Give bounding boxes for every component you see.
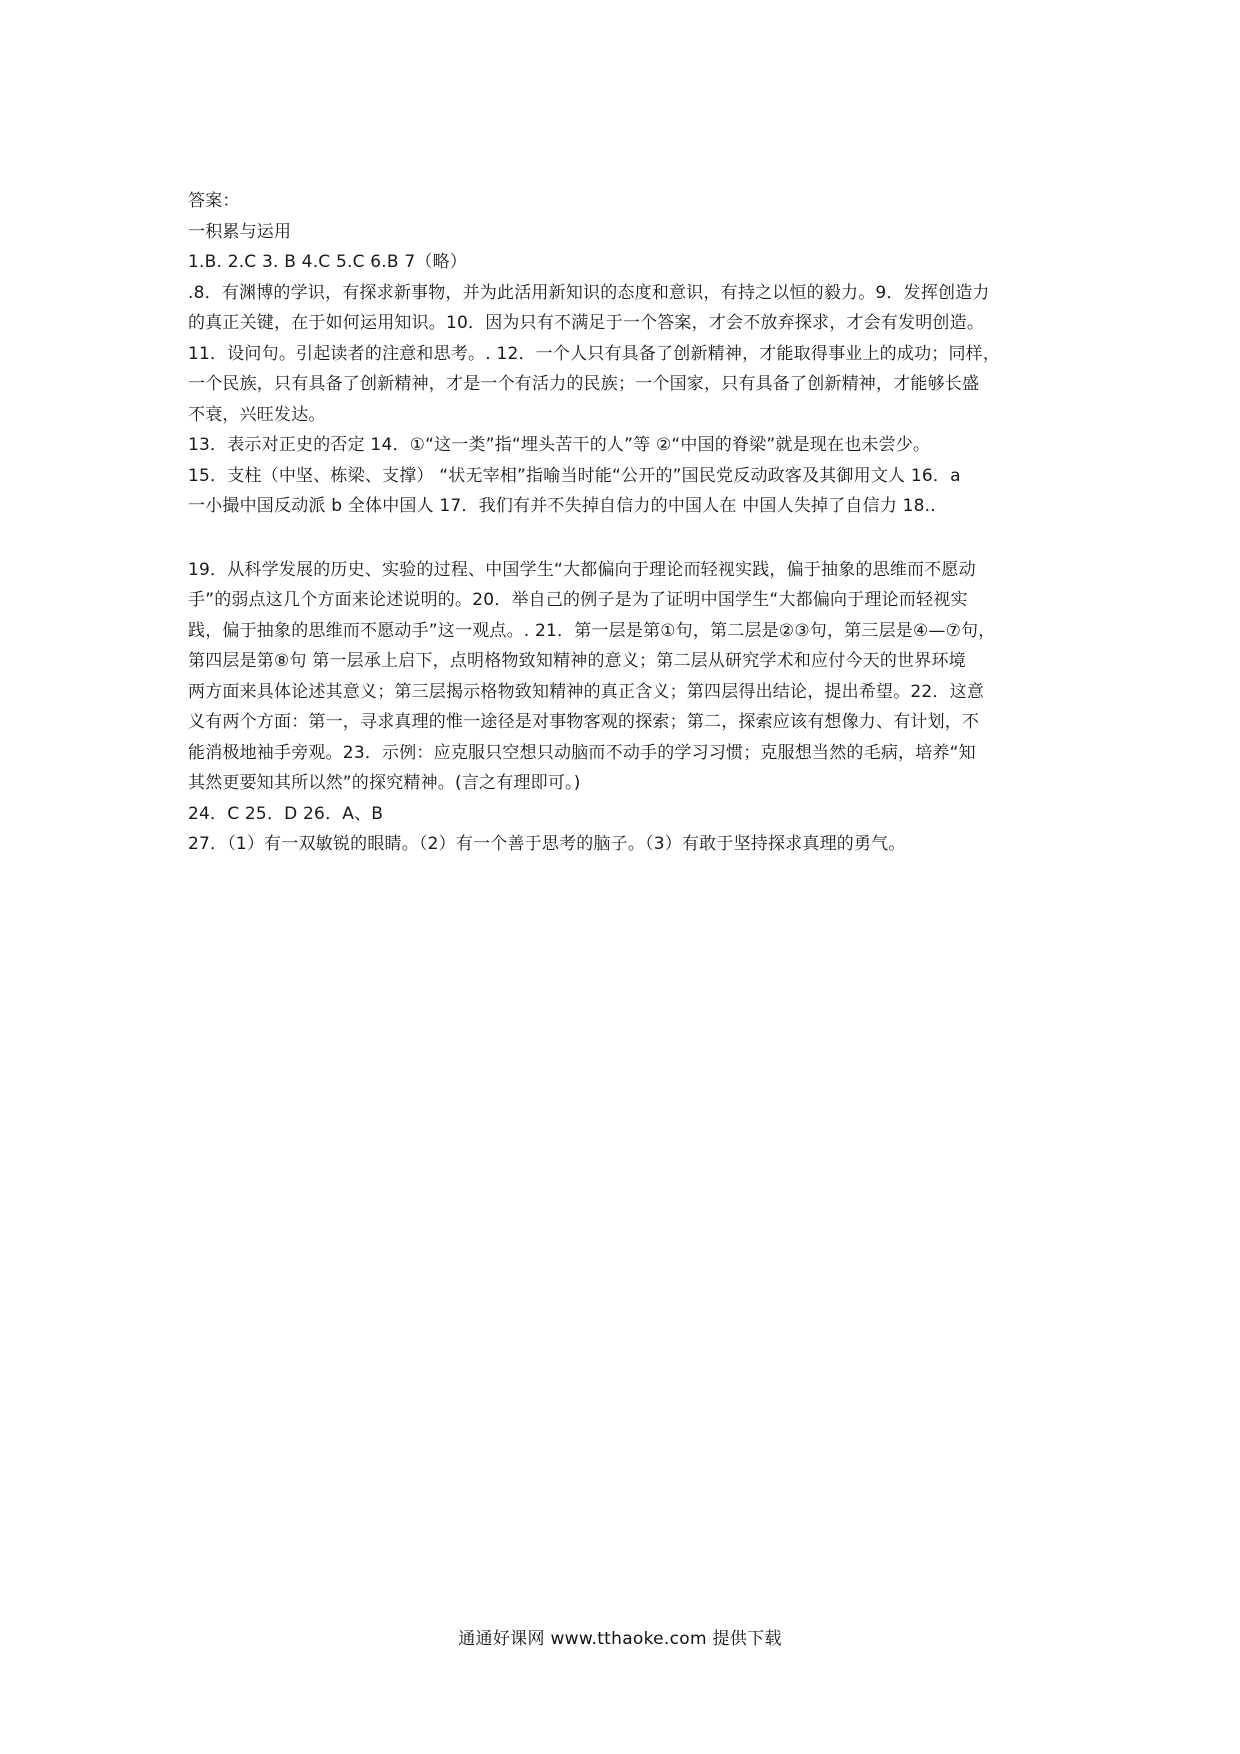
text-line: 一小撮中国反动派 b 全体中国人 17．我们有并不失掉自信力的中国人在 中国人失掉了自信力 18.. [188, 496, 936, 516]
section-heading: 一积累与运用 [188, 221, 292, 242]
text-line: 践，偏于抽象的思维而不愿动手”这一观点。. 21．第一层是第①句，第二层是②③句，第三层是④—⑦句， [188, 620, 996, 641]
text-line: 一个民族，只有具备了创新精神，才是一个有活力的民族；一个国家，只有具备了创新精神，才能够长盛 [188, 374, 980, 394]
text-line: 其然更要知其所以然”的探究精神。(言之有理即可。) [188, 773, 581, 793]
answer-heading: 答案： [188, 191, 240, 211]
text-line: 能消极地袖手旁观。23．示例：应克服只空想只动脑而不动手的学习习惯；克服想当然的毛病，培养“知 [188, 742, 976, 763]
text-line: 11．设问句。引起读者的注意和思考。. 12．一个人只有具备了创新精神，才能取得事业上的成功；同样， [188, 343, 1001, 364]
text-line: 19．从科学发展的历史、实验的过程、中国学生“大都偏向于理论而轻视实践，偏于抽象的思维而不愿动 [188, 559, 976, 580]
text-line: .8．有渊博的学识，有探求新事物，并为此活用新知识的态度和意识，有持之以恒的毅力。9．发挥创造力 [188, 282, 990, 303]
text-line: 的真正关键，在于如何运用知识。10．因为只有不满足于一个答案，才会不放弃探求，才会有发明创造。 [188, 313, 985, 333]
text-line: 24．C 25．D 26．A、B [188, 803, 384, 824]
blank-line [188, 522, 1058, 555]
text-line: 手”的弱点这几个方面来论述说明的。20．举自己的例子是为了证明中国学生“大都偏向于理论而轻视实 [188, 590, 968, 610]
text-line: 第四层是第⑧句 第一层承上启下，点明格物致知精神的意义；第二层从研究学术和应付今天的世界环境 [188, 651, 966, 671]
page-footer: 通通好课网 www.tthaoke.com 提供下载 [458, 1629, 782, 1649]
text-line: 27．（1）有一双敏锐的眼睛。（2）有一个善于思考的脑子。（3）有敢于坚持探求真理的勇气。 [188, 834, 906, 854]
text-line: 1.B. 2.C 3. B 4.C 5.C 6.B 7（略） [188, 252, 467, 272]
text-line: 义有两个方面：第一，寻求真理的惟一途径是对事物客观的探索；第二，探索应该有想像力、有计划，不 [188, 712, 980, 732]
text-line: 两方面来具体论述其意义；第三层揭示格物致知精神的真正含义；第四层得出结论，提出希望。22．这意 [188, 681, 985, 702]
text-line: 13．表示对正史的否定 14．①“这一类”指“埋头苦干的人”等 ②“中国的脊梁”就是现在也未尝少。 [188, 435, 931, 455]
text-line: 15．支柱（中坚、栋梁、支撑） “状无宰相”指喻当时能“公开的”国民党反动政客及其御用文人 16．a [188, 465, 961, 486]
answer-text-block [188, 186, 1058, 860]
text-line: 不衰，兴旺发达。 [188, 404, 326, 425]
